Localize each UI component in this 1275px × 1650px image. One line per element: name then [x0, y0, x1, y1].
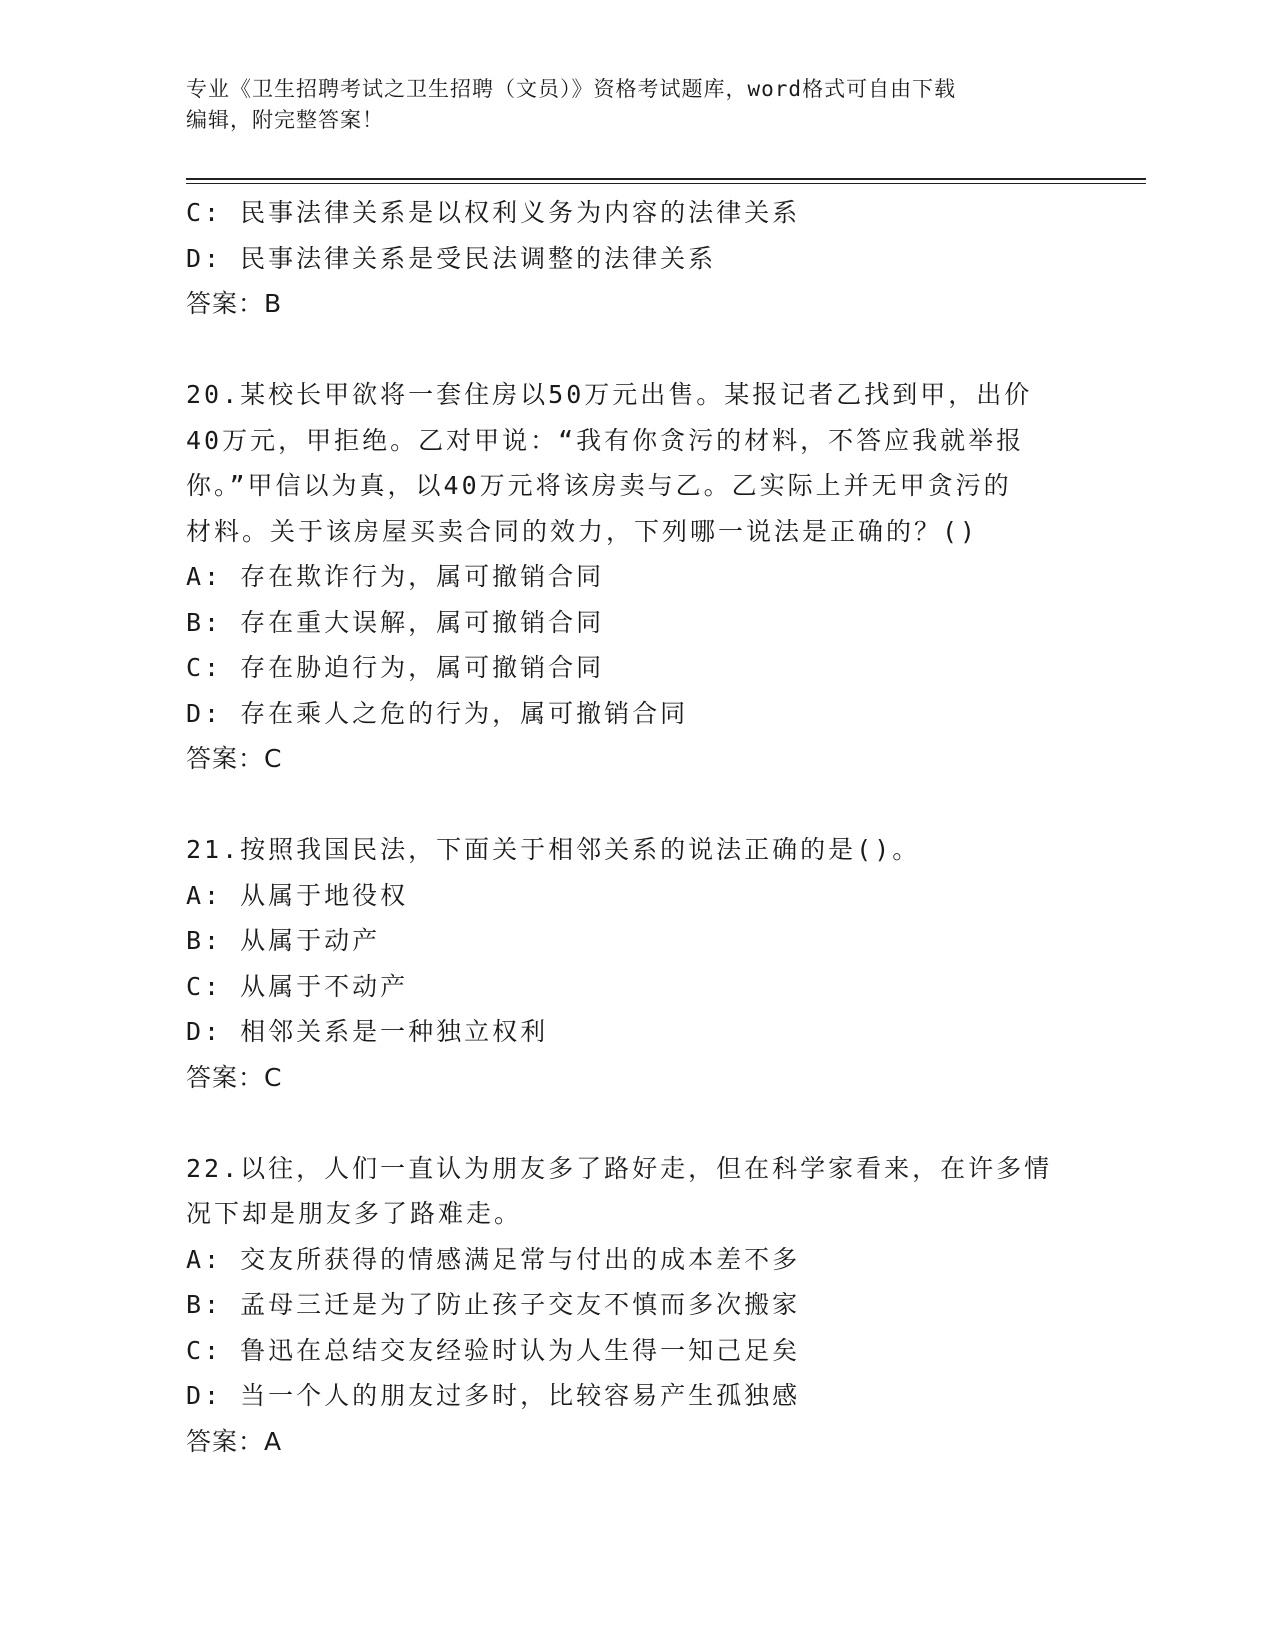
q22-stem-line-1: 22.以往，人们一直认为朋友多了路好走，但在科学家看来，在许多情 [186, 1153, 1053, 1183]
q20-stem-line-1: 20.某校长甲欲将一套住房以50万元出售。某报记者乙找到甲，出价 [186, 380, 1033, 409]
q21-option-b: B: 从属于动产 [186, 926, 381, 955]
question-content [186, 190, 1086, 1464]
q20-option-a: A: 存在欺诈行为，属可撤销合同 [186, 562, 605, 591]
question-21 [186, 827, 1086, 1100]
q21-answer: 答案：C [186, 1062, 283, 1092]
q20-option-b: B: 存在重大误解，属可撤销合同 [186, 607, 605, 637]
q20-stem-line-4: 材料。关于该房屋买卖合同的效力，下列哪一说法是正确的？() [186, 516, 979, 546]
q21-option-c: C: 从属于不动产 [186, 971, 409, 1001]
question-19-tail [186, 190, 1086, 327]
q20-answer: 答案：C [186, 744, 283, 773]
q22-option-c: C: 鲁迅在总结交友经验时认为人生得一知己足矣 [186, 1335, 801, 1365]
document-header [186, 74, 1066, 136]
header-line-2: 编辑，附完整答案！ [186, 108, 384, 132]
q22-stem-line-2: 况下却是朋友多了路难走。 [186, 1199, 523, 1228]
header-rule-thin [186, 183, 1146, 184]
q19-option-d: D: 民事法律关系是受民法调整的法律关系 [186, 243, 717, 273]
header-line-1: 专业《卫生招聘考试之卫生招聘（文员）》资格考试题库，word格式可自由下载 [186, 77, 957, 101]
q21-option-a: A: 从属于地役权 [186, 880, 409, 910]
q22-option-b: B: 孟母三迁是为了防止孩子交友不慎而多次搬家 [186, 1290, 801, 1319]
q22-option-a: A: 交友所获得的情感满足常与付出的成本差不多 [186, 1244, 801, 1274]
q20-option-d: D: 存在乘人之危的行为，属可撤销合同 [186, 698, 689, 728]
question-20 [186, 372, 1086, 782]
header-rule-thick [186, 178, 1146, 180]
q20-stem-line-2: 40万元，甲拒绝。乙对甲说：“我有你贪污的材料，不答应我就举报 [186, 425, 1025, 455]
q21-option-d: D: 相邻关系是一种独立权利 [186, 1017, 549, 1046]
q21-stem-line-1: 21.按照我国民法，下面关于相邻关系的说法正确的是()。 [186, 835, 921, 864]
q19-answer: 答案：B [186, 289, 283, 318]
question-22 [186, 1146, 1086, 1465]
q22-option-d: D: 当一个人的朋友过多时，比较容易产生孤独感 [186, 1381, 801, 1410]
q20-option-c: C: 存在胁迫行为，属可撤销合同 [186, 653, 605, 682]
q20-stem-line-3: 你。”甲信以为真，以40万元将该房卖与乙。乙实际上并无甲贪污的 [186, 471, 1012, 500]
q19-option-c: C: 民事法律关系是以权利义务为内容的法律关系 [186, 198, 801, 227]
q22-answer: 答案：A [186, 1426, 283, 1456]
